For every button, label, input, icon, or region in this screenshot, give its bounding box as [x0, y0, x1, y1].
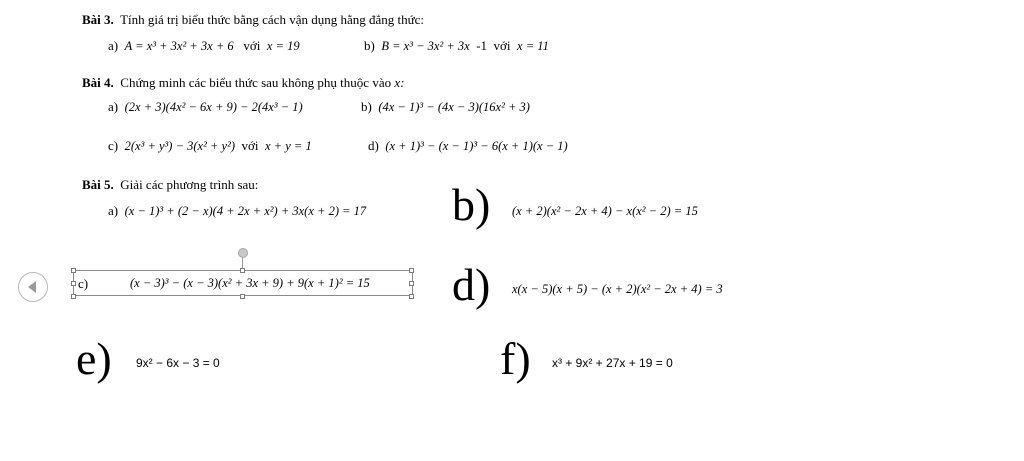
rotate-handle-icon[interactable]: [238, 248, 248, 258]
resize-handle-bm[interactable]: [240, 294, 245, 299]
bai3-a-label: a): [108, 38, 119, 53]
bai3-b-condition-word: với: [493, 38, 511, 53]
bai4-b-expression: (4x − 1)³ − (4x − 3)(16x² + 3): [378, 100, 530, 114]
bai3-heading: [82, 12, 424, 28]
bai5-description: Giải các phương trình sau:: [120, 177, 259, 192]
back-button[interactable]: [18, 272, 48, 302]
bai4-c-condition: x + y = 1: [265, 139, 312, 153]
bai3-a-condition-word: với: [243, 38, 261, 53]
bai4-d-expression: (x + 1)³ − (x − 1)³ − 6(x + 1)(x − 1): [385, 139, 568, 153]
bai3-item-a: [108, 38, 300, 54]
resize-handle-br[interactable]: [409, 294, 414, 299]
bai4-item-a: [108, 99, 303, 115]
bai5-a-label: a): [108, 203, 119, 218]
bai4-d-label: d): [368, 138, 379, 153]
selected-equation-object[interactable]: [70, 248, 416, 300]
bai3-b-label: b): [364, 38, 375, 53]
bai4-a-label: a): [108, 99, 119, 114]
bai3-title: Bài 3.: [82, 12, 114, 27]
bai4-item-d: [368, 138, 568, 154]
bai4-description: Chứng minh các biểu thức sau không phụ thuộc vào: [120, 75, 392, 90]
bai4-description-variable: x:: [394, 75, 405, 90]
bai3-b-condition: x = 11: [517, 39, 549, 53]
bai5-heading: [82, 177, 258, 193]
bai5-f-expression: x³ + 9x² + 27x + 19 = 0: [552, 356, 673, 370]
bai5-title: Bài 5.: [82, 177, 114, 192]
bai4-heading: [82, 75, 404, 91]
resize-handle-ml[interactable]: [71, 281, 76, 286]
bai4-a-expression: (2x + 3)(4x² − 6x + 9) − 2(4x³ − 1): [124, 100, 303, 114]
bai3-b-expression: B = x³ − 3x² + 3x: [381, 39, 470, 53]
bai5-d-big-label: d): [452, 259, 491, 310]
bai3-a-expression: A = x³ + 3x² + 3x + 6: [124, 39, 234, 53]
bai5-c-expression: (x − 3)³ − (x − 3)(x² + 3x + 9) + 9(x + 1)² = 15: [130, 276, 370, 290]
bai5-e-expression: 9x² − 6x − 3 = 0: [136, 356, 220, 370]
bai4-c-expression: 2(x³ + y³) − 3(x² + y²): [124, 139, 235, 153]
bai5-b-expression: (x + 2)(x² − 2x + 4) − x(x² − 2) = 15: [512, 204, 698, 218]
bai5-a-expression: (x − 1)³ + (2 − x)(4 + 2x + x²) + 3x(x + 2) = 17: [124, 204, 367, 218]
bai4-item-b: [361, 99, 530, 115]
bai5-e-big-label: e): [76, 333, 112, 384]
bai4-b-label: b): [361, 99, 372, 114]
bai5-c-label: c): [78, 276, 89, 291]
bai5-f-big-label: f): [500, 333, 531, 384]
resize-handle-tm[interactable]: [240, 268, 245, 273]
bai3-item-b: [364, 38, 549, 54]
bai4-c-label: c): [108, 138, 119, 153]
bai5-item-a: [108, 203, 366, 219]
bai3-description: Tính giá trị biểu thức bằng cách vận dụng hằng đẳng thức:: [120, 12, 425, 27]
resize-handle-bl[interactable]: [71, 294, 76, 299]
bai3-a-condition: x = 19: [266, 39, 300, 53]
bai5-b-big-label: b): [452, 179, 491, 230]
chevron-left-icon: [28, 281, 36, 293]
resize-handle-tl[interactable]: [71, 268, 76, 273]
resize-handle-tr[interactable]: [409, 268, 414, 273]
resize-handle-mr[interactable]: [409, 281, 414, 286]
bai5-d-expression: x(x − 5)(x + 5) − (x + 2)(x² − 2x + 4) = 3: [512, 282, 723, 296]
bai4-title: Bài 4.: [82, 75, 114, 90]
bai3-b-extra: -1: [476, 38, 488, 53]
bai4-c-condition-word: với: [241, 138, 259, 153]
bai4-item-c: [108, 138, 312, 154]
